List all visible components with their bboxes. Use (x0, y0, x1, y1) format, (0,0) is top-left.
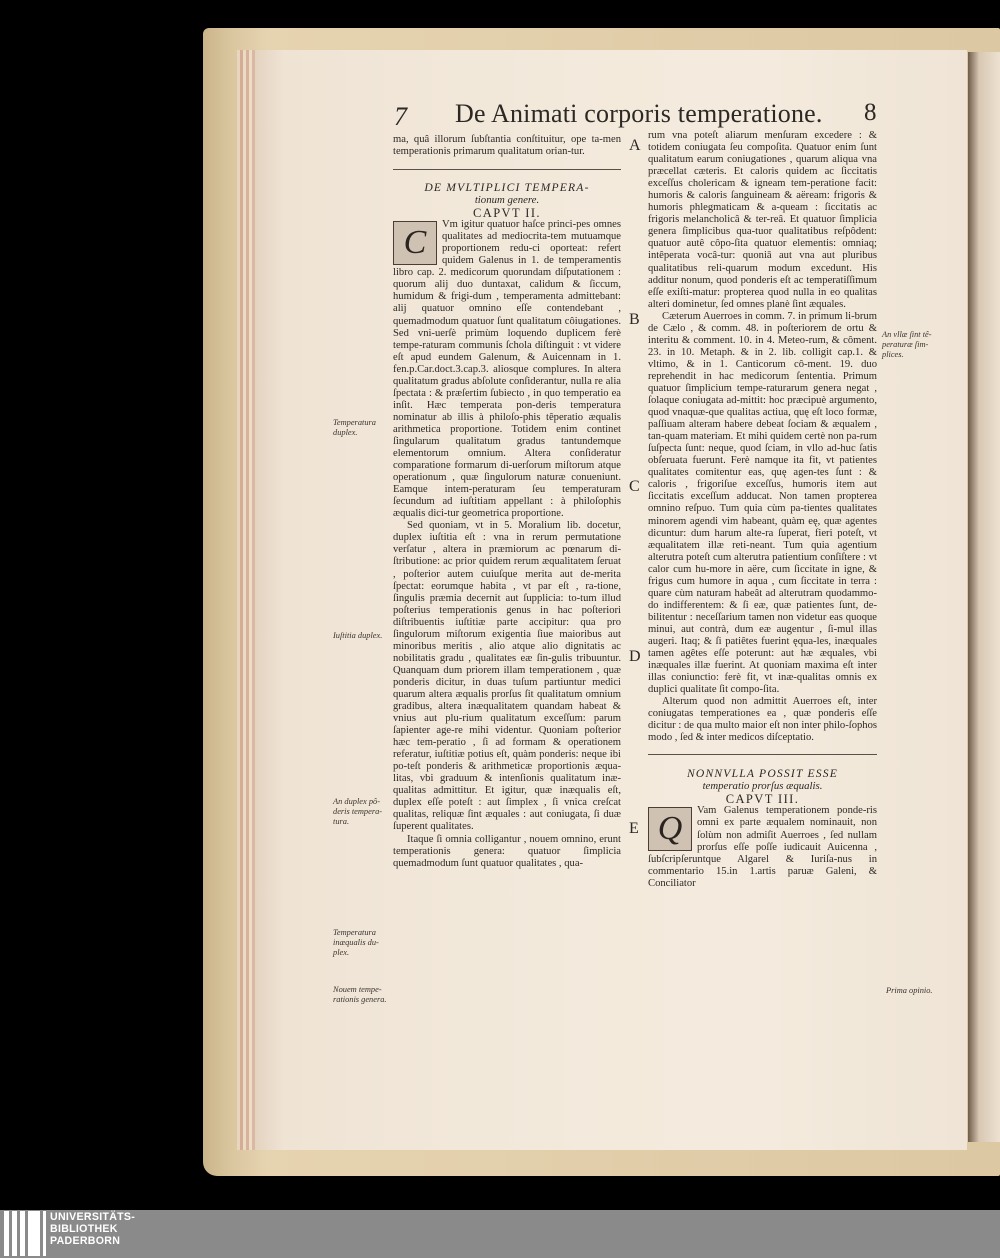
margin-note: An duplex pô-deris tempera-tura. (333, 797, 383, 826)
paragraph: Sed quoniam, vt in 5. Moralium lib. docetur, duplex iuſtitia eſt : vna in rerum permutatione verſatur , altera in præmiorum ac pœnarum di-ſtributione: ac prior quidem rerum æqualitatem ſeruat , poſterior autem cuiuſque merita aut de-merita ſpectat: eorumque habita , vt par eſt , ra-tione, ſingulis præmia decernit aut ſupplicia: to-tum illud poſterius temperationis genus in hac poſteriori diſtribuentis iuſtitiæ parte accipitur: qua pro ſingulorum miſtorum exigentia ſiue maioribus aut minoribus meritis , alio atque alio dignitatis ac nobilitatis gradu , qualitates eæ ſin-gulis tribuuntur. Quanquam dum priorem illam temperationem , quæ ponderis dicitur, in duas tuſum partiuntur medici quarum altera æqualis prorſus ſit qualitatum omnium gradibus, altera inæqualitatem quandam habeat & vnius aut plu-rium qualitatum exceſſum: parum ſapienter age-re mihi videntur. Quoniam poſterior hæc tem-peratio , ſi ad formam & operationem referatur, iuſtitiæ potius eſt, quàm ponderis: neque ibi po-teſt ponderis & arithmeticæ proportionis æqua-litas, vbi graduum & intenſionis qualitatum inæ-qualitas admittitur. Et igitur, quæ inæqualis eſt, duplex eſſe poteſt : aut ſimplex , ſi vnica creſcat qualitas, reliquæ ſint æquales : aut coniugata, ſi duæ ſuperent qualitates. (393, 520, 621, 833)
library-name-line1: UNIVERSITÄTS- (50, 1211, 136, 1223)
paragraph: rum vna poteſt aliarum menſuram excedere : & totidem coniugata ſeu compoſita. Quatuor enim ſunt qualitatum earum coniugationes , quarum aliqua vna præcellat cæteris. Et caloris quidem ac ſiccitatis exceſſus cholericam & igneam tem-peratione facit: humoris & caloris ſanguineam & aëream: frigoris & humoris phlegmaticam & a-queam : ſiccitatis ac frigoris melancholicâ & ter-reâ. Et quatuor ſimplicia genera ſimplicibus qua-tuor qualitatibus reſpôdent: quatuor autê côpo-ſita quatuor elementis: omniaq; intêperata vocâ-tur: quoniā aut vna aut pluribus qualitatibus reli-quarum modum excedunt. His additur nonum, quod ponderis eſt ac temperatiſſimum eſſe exiſti-matur: propterea quod nulla in eo qualitas alteri dominetur, ſed omnes planè ſint æquales. (648, 130, 877, 310)
margin-note: Nouem tempe-rationis genera. (333, 985, 387, 1004)
library-name-line2: BIBLIOTHEK (50, 1223, 118, 1235)
chapter-title: CAPVT II. (473, 206, 541, 221)
section-marker: A (629, 137, 641, 154)
section-marker: C (629, 478, 640, 495)
right-column (648, 130, 877, 890)
margin-note: Iuſtitia duplex. (333, 631, 383, 640)
section-subheading: temperatio prorſus æqualis. (702, 780, 823, 793)
chapter-title: CAPVT III. (725, 792, 800, 807)
running-title: De Animati corporis temperatione. (455, 99, 823, 128)
section-marker: B (629, 311, 640, 328)
divider (648, 754, 877, 755)
paragraph: Alterum quod non admittit Auerroes eſt, inter coniugatas temperationes ea , quæ ponderis eſſe dicitur : de qua multo maior eſt non inter philo-ſophos modo , ſed & inter medicos diſceptatio. (648, 696, 877, 744)
intro-text: ma, quâ illorum ſubſtantia conſtituitur, ope ta-men temperationis primarum qualitatum orian-tur. (393, 134, 621, 158)
drop-cap: C (393, 221, 437, 265)
section-heading: NONNVLLA POSSIT ESSE (686, 767, 839, 781)
drop-cap: Q (648, 807, 692, 851)
margin-note: Prima opinio. (886, 986, 933, 995)
section-marker: D (629, 648, 641, 665)
facing-page-edge (968, 52, 1000, 1142)
paragraph: Vam Galenus temperationem ponde-ris omni ex parte æqualem nominauit, non ſolùm non admiſit Auerroes , ſed nullam prorſus eſſe poſſe iudicauit Auicenna , ſubſcripſeruntque Algarel & Iuriſa-nus in commentario 15.in 1.artis paruæ Galeni, & Conciliator (648, 805, 877, 889)
library-footer (0, 1210, 1000, 1258)
page-number-right: 8 (864, 99, 877, 126)
section-heading: DE MVLTIPLICI TEMPERA- (424, 181, 590, 195)
margin-note: Temperatura inæqualis du-plex. (333, 928, 379, 957)
left-column (393, 134, 621, 870)
paragraph: Itaque ſi omnia colligantur , nouem omnino, erunt temperationis genera: quatuor ſimplicia quemadmodum ſunt quatuor qualitates , qua- (393, 833, 621, 869)
margin-note: An vllæ ſint tê-peraturæ ſim-plices. (882, 330, 932, 359)
section-marker: E (629, 820, 639, 837)
divider (393, 169, 621, 170)
page-number-left: 7 (394, 102, 407, 131)
library-name-line3: PADERBORN (50, 1235, 121, 1247)
section-subheading: tionum genere. (474, 194, 540, 207)
paragraph: Vm igitur quatuor haſce princi-pes omnes qualitates ad mediocrita-tem mutuamque proportionem redu-ci oporteat: refert quidem Galenus in 1. de temperamentis libro cap. 2. medicorum quorundam diſputationem : quorum alij duo duntaxat, calidum & ſiccum, humidum & frigi-dum , temperamenta admittebant: alij quatuor omnino eſſe contendebant , quemadmodum quatuor ſunt qualitatum côiugationes. Sed vni-uerſè primùm loquendo duplicem ferè tempe-raturam communis ſchola diſtinguit : vt videre eſt apud eundem Galenum, & Auicennam in 1. fen.p.Car.doct.3.cap.3. aliosque complures. In altera qualitatum gradus abſolute conſiderantur, nulla re alia ſpectata : & præſertim ſubiecto , in quo temperatio ea inſit. Hæc temperata pon-deris temperatura nominatur ab illis à philoſo-phis têperatio æqualis arithmetica proportione. Totidem enim continet ſingularum qualitatum gradus tantundemque elementorum omnium. Altera conſideratur comparatione formarum di-uerſorum miſtorum atque operationum , quæ ſingulorum naturæ conueniunt. Eamque intem-peraturam ſeu temperaturam ſecundum ad iuſtitiam appellant : à philoſophis æqualis dici-tur geometrica proportione. (393, 219, 621, 520)
paragraph: Cæterum Auerroes in comm. 7. in primum li-brum de Cælo , & comm. 48. in poſteriorem de ortu & interitu & comment. 10. in 4. Meteo-rum, & côment. 23. in 10. Metaph. & in 2. lib. colligit cap.1. & vltimo, & in 1. Canticorum cô-ment. 19. duo reprehendit in hac medicorum ſententia. Primum quatuor ſimplicium tempe-raturarum genera negat , ſolaque coniugata ad-mittit: hoc præcipuè argumento, quod vnaquæ-que qualitas actiua, quę eſt loco formæ, paſſiuam alteram habere debeat ſociam & æqualem , tan-quam materiam. Et mihi quidem certè non pa-rum ſuſpecta ſunt: neque, quod ſciam, in vllo ad-huc ſatis obſeruata fuerunt. Ferè namque ita fit, vt patientes qualitates comitentur eas, quę agen-tes ſunt : & caloris , frigoriſue exceſſus, humoris item aut ſiccitatis exceſſum adducat. Non tamen propterea omnino reſpuo. Tum quia cùm pa-tientes qualitates minorem agendi vim habeant, quàm eę, quæ agentes dicuntur: dum harum alte-ra ſuperat, fieri poteſt, vt æqualitatem illæ reti-neant. Tum quia agentium alterutra poteſt cum alterutra patientium conſiſtere : vt calor cum hu-more in aëre, cum ſiccitate in igne, & frigus cum humore in aqua , cum ſiccitate in terra : quare cùm naturam habeât ad alterutram quodammo-do indifferentem: & ſi eæ, quæ patientes ſunt, de-bilitentur : neceſſarium tamen non videtur eas quoque minui, aut contrà, dum eæ augentur , ſi-mul illas augeri. Itaq; & ſi patiêtes fuerint ęqua-les, inæquales tamen agêtes eſſe poterunt: aut hæ æquales, vbi inæquales illæ fuerint. At quoniam maxima eſt inter illas coniunctio: ferè fit, vt inæ-qualitas omnis ex duplici qualitate ſit compo-ſita. (648, 310, 877, 696)
margin-note: Temperatura duplex. (333, 418, 376, 437)
